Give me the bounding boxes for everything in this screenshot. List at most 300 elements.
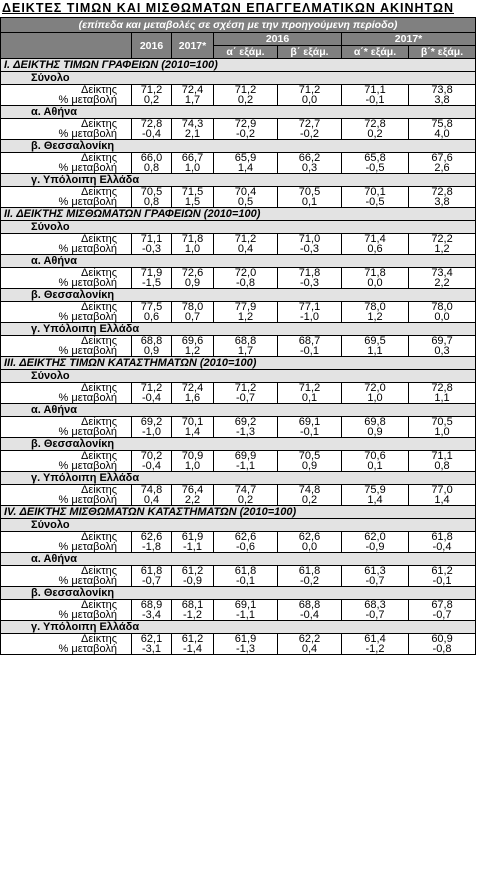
value-cell: -0,4 [132,129,172,140]
value-cell: 72,0 [214,268,278,279]
value-cell: 71,2 [214,234,278,245]
change-row [1,129,476,140]
value-cell: -3,1 [132,644,172,655]
value-cell: 77,0 [409,485,476,496]
index-row [1,566,476,577]
value-cell: 74,8 [132,485,172,496]
header-year-2016: 2016 [132,33,172,59]
value-cell: 65,8 [342,153,409,164]
value-cell: 1,0 [172,461,214,472]
group-header [1,72,476,85]
value-cell: 1,2 [214,312,278,323]
value-cell: 67,6 [409,153,476,164]
value-cell: 61,9 [172,532,214,543]
row-label: Δείκτης [1,336,132,347]
value-cell: 66,2 [278,153,342,164]
value-cell: 71,2 [214,383,278,394]
value-cell: 67,8 [409,600,476,611]
group-header [1,174,476,187]
row-label: % μεταβολή [1,427,132,438]
value-cell: 1,4 [172,427,214,438]
value-cell: 69,7 [409,336,476,347]
value-cell: 0,4 [214,244,278,255]
group-name: Σύνολο [1,370,476,383]
value-cell: 1,4 [214,163,278,174]
value-cell: -1,5 [132,278,172,289]
value-cell: 1,7 [172,95,214,106]
value-cell: 0,6 [342,244,409,255]
header-row-1 [1,33,476,46]
section-title: IV. ΔΕΙΚΤΗΣ ΜΙΣΘΩΜΑΤΩΝ ΚΑΤΑΣΤΗΜΑΤΩΝ (2010=100) [1,506,476,519]
change-row [1,312,476,323]
value-cell: 60,9 [409,634,476,645]
value-cell: 61,3 [342,566,409,577]
index-row [1,234,476,245]
value-cell: -0,7 [214,393,278,404]
value-cell: 69,1 [214,600,278,611]
value-cell: 71,2 [132,383,172,394]
value-cell: 74,8 [278,485,342,496]
value-cell: -0,7 [342,576,409,587]
change-row [1,461,476,472]
value-cell: 2,1 [172,129,214,140]
value-cell: 0,1 [278,197,342,208]
value-cell: 77,9 [214,302,278,313]
value-cell: 0,9 [172,278,214,289]
value-cell: 72,7 [278,119,342,130]
group-header [1,255,476,268]
value-cell: 1,1 [409,393,476,404]
value-cell: 77,1 [278,302,342,313]
value-cell: 0,3 [278,163,342,174]
value-cell: 68,7 [278,336,342,347]
value-cell: 71,1 [409,451,476,462]
index-row [1,268,476,279]
value-cell: 0,8 [132,197,172,208]
value-cell: 0,2 [342,129,409,140]
value-cell: 69,1 [278,417,342,428]
row-label: % μεταβολή [1,244,132,255]
value-cell: 1,0 [172,163,214,174]
group-name: Σύνολο [1,519,476,532]
value-cell: 62,0 [342,532,409,543]
value-cell: 0,4 [278,644,342,655]
value-cell: 4,0 [409,129,476,140]
value-cell: 62,2 [278,634,342,645]
value-cell: -0,7 [409,610,476,621]
value-cell: -0,1 [342,95,409,106]
value-cell: 78,0 [342,302,409,313]
row-label: % μεταβολή [1,393,132,404]
group-name: β. Θεσσαλονίκη [1,438,476,451]
value-cell: 61,8 [278,566,342,577]
change-row [1,610,476,621]
header-h2-2016: β΄ εξάμ. [278,46,342,59]
index-table [0,17,476,655]
value-cell: -1,0 [132,427,172,438]
row-label: % μεταβολή [1,644,132,655]
group-name: α. Αθήνα [1,106,476,119]
value-cell: 72,9 [214,119,278,130]
group-name: γ. Υπόλοιπη Ελλάδα [1,323,476,336]
row-label: Δείκτης [1,600,132,611]
value-cell: 0,0 [278,95,342,106]
value-cell: 0,9 [278,461,342,472]
value-cell: 68,1 [172,600,214,611]
value-cell: -1,3 [214,644,278,655]
value-cell: 70,1 [172,417,214,428]
section-title: II. ΔΕΙΚΤΗΣ ΜΙΣΘΩΜΑΤΩΝ ΓΡΑΦΕΙΩΝ (2010=100) [1,208,476,221]
value-cell: -0,3 [132,244,172,255]
row-label: % μεταβολή [1,542,132,553]
value-cell: 66,0 [132,153,172,164]
row-label: Δείκτης [1,85,132,96]
value-cell: 1,4 [409,495,476,506]
value-cell: 71,1 [342,85,409,96]
value-cell: 0,2 [132,95,172,106]
change-row [1,278,476,289]
value-cell: 61,2 [172,634,214,645]
value-cell: 70,1 [342,187,409,198]
value-cell: 71,8 [278,268,342,279]
value-cell: 68,9 [132,600,172,611]
value-cell: 69,9 [214,451,278,462]
index-row [1,600,476,611]
row-label: Δείκτης [1,268,132,279]
value-cell: -0,7 [342,610,409,621]
row-label: % μεταβολή [1,346,132,357]
value-cell: 66,7 [172,153,214,164]
value-cell: -0,9 [172,576,214,587]
value-cell: 71,1 [132,234,172,245]
value-cell: 70,5 [278,187,342,198]
group-name: γ. Υπόλοιπη Ελλάδα [1,174,476,187]
row-label: Δείκτης [1,634,132,645]
change-row [1,393,476,404]
value-cell: 1,0 [409,427,476,438]
value-cell: 72,8 [132,119,172,130]
row-label: Δείκτης [1,119,132,130]
value-cell: 70,5 [278,451,342,462]
value-cell: 1,6 [172,393,214,404]
value-cell: -1,0 [278,312,342,323]
group-name: α. Αθήνα [1,553,476,566]
value-cell: 72,0 [342,383,409,394]
change-row [1,427,476,438]
value-cell: 77,5 [132,302,172,313]
value-cell: 1,5 [172,197,214,208]
value-cell: 3,8 [409,197,476,208]
value-cell: -0,4 [278,610,342,621]
value-cell: 71,2 [278,85,342,96]
index-row [1,383,476,394]
value-cell: 70,6 [342,451,409,462]
row-label: % μεταβολή [1,610,132,621]
value-cell: 0,4 [132,495,172,506]
change-row [1,197,476,208]
value-cell: -0,9 [342,542,409,553]
header-group-2016: 2016 [214,33,342,46]
row-label: % μεταβολή [1,461,132,472]
value-cell: 0,8 [409,461,476,472]
row-label: Δείκτης [1,417,132,428]
value-cell: 61,4 [342,634,409,645]
value-cell: -1,1 [214,610,278,621]
group-header [1,140,476,153]
row-label: % μεταβολή [1,129,132,140]
value-cell: 1,1 [342,346,409,357]
value-cell: 70,9 [172,451,214,462]
change-row [1,576,476,587]
value-cell: 69,6 [172,336,214,347]
row-label: % μεταβολή [1,312,132,323]
value-cell: -0,2 [214,129,278,140]
change-row [1,163,476,174]
section-header [1,208,476,221]
value-cell: 72,4 [172,383,214,394]
value-cell: 72,2 [409,234,476,245]
value-cell: 69,2 [214,417,278,428]
row-label: % μεταβολή [1,95,132,106]
value-cell: -1,2 [342,644,409,655]
value-cell: 0,2 [278,495,342,506]
value-cell: 73,4 [409,268,476,279]
group-name: β. Θεσσαλονίκη [1,587,476,600]
value-cell: 68,3 [342,600,409,611]
value-cell: 68,8 [214,336,278,347]
value-cell: 71,2 [214,85,278,96]
value-cell: 0,6 [132,312,172,323]
row-label: % μεταβολή [1,495,132,506]
value-cell: 75,8 [409,119,476,130]
row-label: Δείκτης [1,383,132,394]
value-cell: 61,9 [214,634,278,645]
value-cell: 71,5 [172,187,214,198]
value-cell: 70,5 [132,187,172,198]
index-row [1,532,476,543]
value-cell: -0,2 [278,129,342,140]
value-cell: -1,4 [172,644,214,655]
value-cell: 61,8 [409,532,476,543]
value-cell: 0,5 [214,197,278,208]
value-cell: 0,0 [409,312,476,323]
value-cell: 2,6 [409,163,476,174]
value-cell: 71,0 [278,234,342,245]
row-label: Δείκτης [1,187,132,198]
value-cell: 2,2 [172,495,214,506]
value-cell: 71,8 [342,268,409,279]
header-h1-2017: α΄* εξάμ. [342,46,409,59]
group-header [1,289,476,302]
value-cell: -0,1 [278,427,342,438]
row-label: % μεταβολή [1,163,132,174]
value-cell: 72,4 [172,85,214,96]
value-cell: 68,8 [278,600,342,611]
value-cell: 78,0 [409,302,476,313]
change-row [1,542,476,553]
value-cell: 2,2 [409,278,476,289]
value-cell: 72,8 [409,187,476,198]
value-cell: 75,9 [342,485,409,496]
group-header [1,370,476,383]
value-cell: -3,4 [132,610,172,621]
index-row [1,451,476,462]
row-label: % μεταβολή [1,576,132,587]
value-cell: 71,4 [342,234,409,245]
index-row [1,85,476,96]
group-name: Σύνολο [1,72,476,85]
group-header [1,106,476,119]
value-cell: 0,1 [342,461,409,472]
value-cell: -1,1 [172,542,214,553]
group-header [1,438,476,451]
value-cell: 62,6 [132,532,172,543]
value-cell: 1,2 [172,346,214,357]
value-cell: -0,5 [342,163,409,174]
change-row [1,644,476,655]
value-cell: 0,0 [278,542,342,553]
value-cell: 3,8 [409,95,476,106]
value-cell: -1,3 [214,427,278,438]
header-group-2017: 2017* [342,33,476,46]
value-cell: -0,4 [132,393,172,404]
value-cell: 69,5 [342,336,409,347]
header-year-2017: 2017* [172,33,214,59]
row-label: Δείκτης [1,302,132,313]
value-cell: -0,1 [409,576,476,587]
value-cell: 0,1 [278,393,342,404]
value-cell: 71,2 [278,383,342,394]
value-cell: 1,0 [172,244,214,255]
subtitle-row [1,18,476,33]
group-header [1,404,476,417]
index-row [1,302,476,313]
value-cell: 78,0 [172,302,214,313]
value-cell: -0,4 [409,542,476,553]
value-cell: 62,6 [214,532,278,543]
value-cell: 70,4 [214,187,278,198]
value-cell: 1,2 [409,244,476,255]
row-label: Δείκτης [1,153,132,164]
value-cell: 0,2 [214,95,278,106]
value-cell: 73,8 [409,85,476,96]
value-cell: 65,9 [214,153,278,164]
group-header [1,472,476,485]
row-label: % μεταβολή [1,197,132,208]
value-cell: 62,6 [278,532,342,543]
value-cell: -0,1 [278,346,342,357]
value-cell: 72,6 [172,268,214,279]
value-cell: -1,2 [172,610,214,621]
table-title: ΔΕΙΚΤΕΣ ΤΙΜΩΝ ΚΑΙ ΜΙΣΘΩΜΑΤΩΝ ΕΠΑΓΓΕΛΜΑΤΙΚΩΝ ΑΚΙΝΗΤΩΝ [2,1,455,15]
value-cell: -0,8 [214,278,278,289]
value-cell: -0,4 [132,461,172,472]
value-cell: 0,7 [172,312,214,323]
value-cell: 1,4 [342,495,409,506]
value-cell: 61,8 [214,566,278,577]
value-cell: 1,0 [342,393,409,404]
header-blank [1,33,132,59]
row-label: Δείκτης [1,451,132,462]
section-title: III. ΔΕΙΚΤΗΣ ΤΙΜΩΝ ΚΑΤΑΣΤΗΜΑΤΩΝ (2010=100) [1,357,476,370]
value-cell: 70,5 [409,417,476,428]
section-title: I. ΔΕΙΚΤΗΣ ΤΙΜΩΝ ΓΡΑΦΕΙΩΝ (2010=100) [1,59,476,72]
index-row [1,153,476,164]
group-header [1,519,476,532]
value-cell: 0,2 [214,495,278,506]
group-name: α. Αθήνα [1,255,476,268]
row-label: Δείκτης [1,566,132,577]
index-row [1,417,476,428]
table-subtitle: (επίπεδα και μεταβολές σε σχέση με την προηγούμενη περίοδο) [1,18,476,33]
row-label: Δείκτης [1,532,132,543]
value-cell: -0,6 [214,542,278,553]
value-cell: -1,8 [132,542,172,553]
group-header [1,587,476,600]
value-cell: -0,5 [342,197,409,208]
value-cell: -0,3 [278,278,342,289]
group-header [1,621,476,634]
header-h2-2017: β΄* εξάμ. [409,46,476,59]
group-name: Σύνολο [1,221,476,234]
index-row [1,336,476,347]
row-label: Δείκτης [1,485,132,496]
group-header [1,221,476,234]
value-cell: 70,2 [132,451,172,462]
value-cell: 71,9 [132,268,172,279]
value-cell: -1,1 [214,461,278,472]
change-row [1,244,476,255]
value-cell: -0,8 [409,644,476,655]
value-cell: 69,2 [132,417,172,428]
change-row [1,495,476,506]
value-cell: 72,8 [342,119,409,130]
value-cell: 1,2 [342,312,409,323]
value-cell: 68,8 [132,336,172,347]
row-label: % μεταβολή [1,278,132,289]
index-row [1,119,476,130]
value-cell: 1,7 [214,346,278,357]
value-cell: 71,8 [172,234,214,245]
value-cell: 62,1 [132,634,172,645]
value-cell: -0,1 [214,576,278,587]
value-cell: 61,8 [132,566,172,577]
header-h1-2016: α΄ εξάμ. [214,46,278,59]
index-row [1,634,476,645]
value-cell: 76,4 [172,485,214,496]
value-cell: 0,9 [342,427,409,438]
value-cell: 74,7 [214,485,278,496]
section-header [1,357,476,370]
change-row [1,95,476,106]
group-name: α. Αθήνα [1,404,476,417]
group-header [1,323,476,336]
value-cell: 0,0 [342,278,409,289]
group-name: γ. Υπόλοιπη Ελλάδα [1,472,476,485]
group-name: β. Θεσσαλονίκη [1,289,476,302]
value-cell: 69,8 [342,417,409,428]
value-cell: 72,8 [409,383,476,394]
value-cell: 0,8 [132,163,172,174]
value-cell: 71,2 [132,85,172,96]
value-cell: 0,3 [409,346,476,357]
section-header [1,506,476,519]
value-cell: -0,7 [132,576,172,587]
group-header [1,553,476,566]
value-cell: -0,3 [278,244,342,255]
index-row [1,485,476,496]
change-row [1,346,476,357]
